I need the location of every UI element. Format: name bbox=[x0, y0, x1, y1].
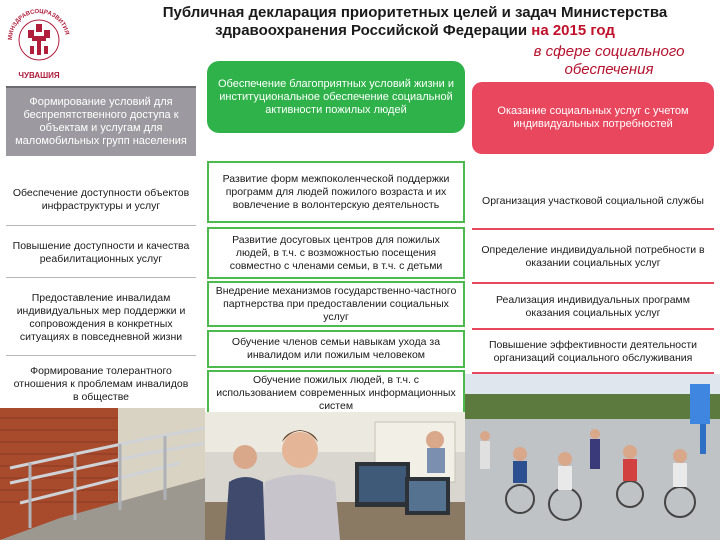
right-column-header: Оказание социальных услуг с учетом индивидуальных потребностей bbox=[472, 82, 714, 154]
middle-item: Обучение пожилых людей, в т.ч. с использованием современных информационных систем bbox=[207, 370, 465, 416]
right-item: Организация участковой социальной службы bbox=[472, 174, 714, 230]
left-item: Повышение доступности и качества реабилитационных услуг bbox=[6, 228, 196, 278]
middle-item: Развитие досуговых центров для пожилых людей, в т.ч. с возможностью посещения совместно с членами семьи, в т.ч. с детьми bbox=[207, 227, 465, 279]
page-title bbox=[120, 4, 710, 40]
right-item: Повышение эффективности деятельности организаций социального обслуживания bbox=[472, 332, 714, 374]
title-year: на 2015 год bbox=[531, 22, 615, 39]
left-item: Формирование толерантного отношения к проблемам инвалидов в обществе bbox=[6, 360, 196, 410]
page-subtitle: в сфере социального обеспечения bbox=[533, 43, 685, 78]
emblem-ring-text: МИНЗДРАВСОЦРАЗВИТИЯ bbox=[7, 8, 70, 41]
wheelchair-sports-event-photo bbox=[465, 374, 720, 540]
left-item: Обеспечение доступности объектов инфраструктуры и услуг bbox=[6, 174, 196, 226]
ministry-emblem-logo bbox=[4, 2, 74, 80]
right-item: Реализация индивидуальных программ оказания социальных услуг bbox=[472, 286, 714, 330]
middle-item: Внедрение механизмов государственно-частного партнерства при предоставлении социальных услуг bbox=[207, 281, 465, 327]
title-main: Публичная декларация приоритетных целей и задач Министерства здравоохранения Российской Федерации bbox=[162, 4, 668, 39]
left-column-header: Формирование условий для беспрепятственного доступа к объектам и услугам для маломобильных групп населения bbox=[6, 86, 196, 156]
emblem-caption: ЧУВАШИЯ bbox=[18, 71, 60, 80]
middle-item: Обучение членов семьи навыкам ухода за инвалидом или пожилым человеком bbox=[207, 330, 465, 368]
right-item: Определение индивидуальной потребности в оказании социальных услуг bbox=[472, 232, 714, 284]
middle-item: Развитие форм межпоколенческой поддержки программ для людей пожилого возраста и их вовлечение в волонтерскую деятельность bbox=[207, 161, 465, 223]
seniors-computer-class-photo bbox=[205, 412, 465, 540]
ramp-handrails-photo bbox=[0, 408, 205, 540]
middle-column-header: Обеспечение благоприятных условий жизни и институциональное обеспечение социальной активности пожилых людей bbox=[207, 61, 465, 133]
left-item: Предоставление инвалидам индивидуальных мер поддержки и сопровождения в конкретных ситуациях в повседневной жизни bbox=[6, 280, 196, 356]
